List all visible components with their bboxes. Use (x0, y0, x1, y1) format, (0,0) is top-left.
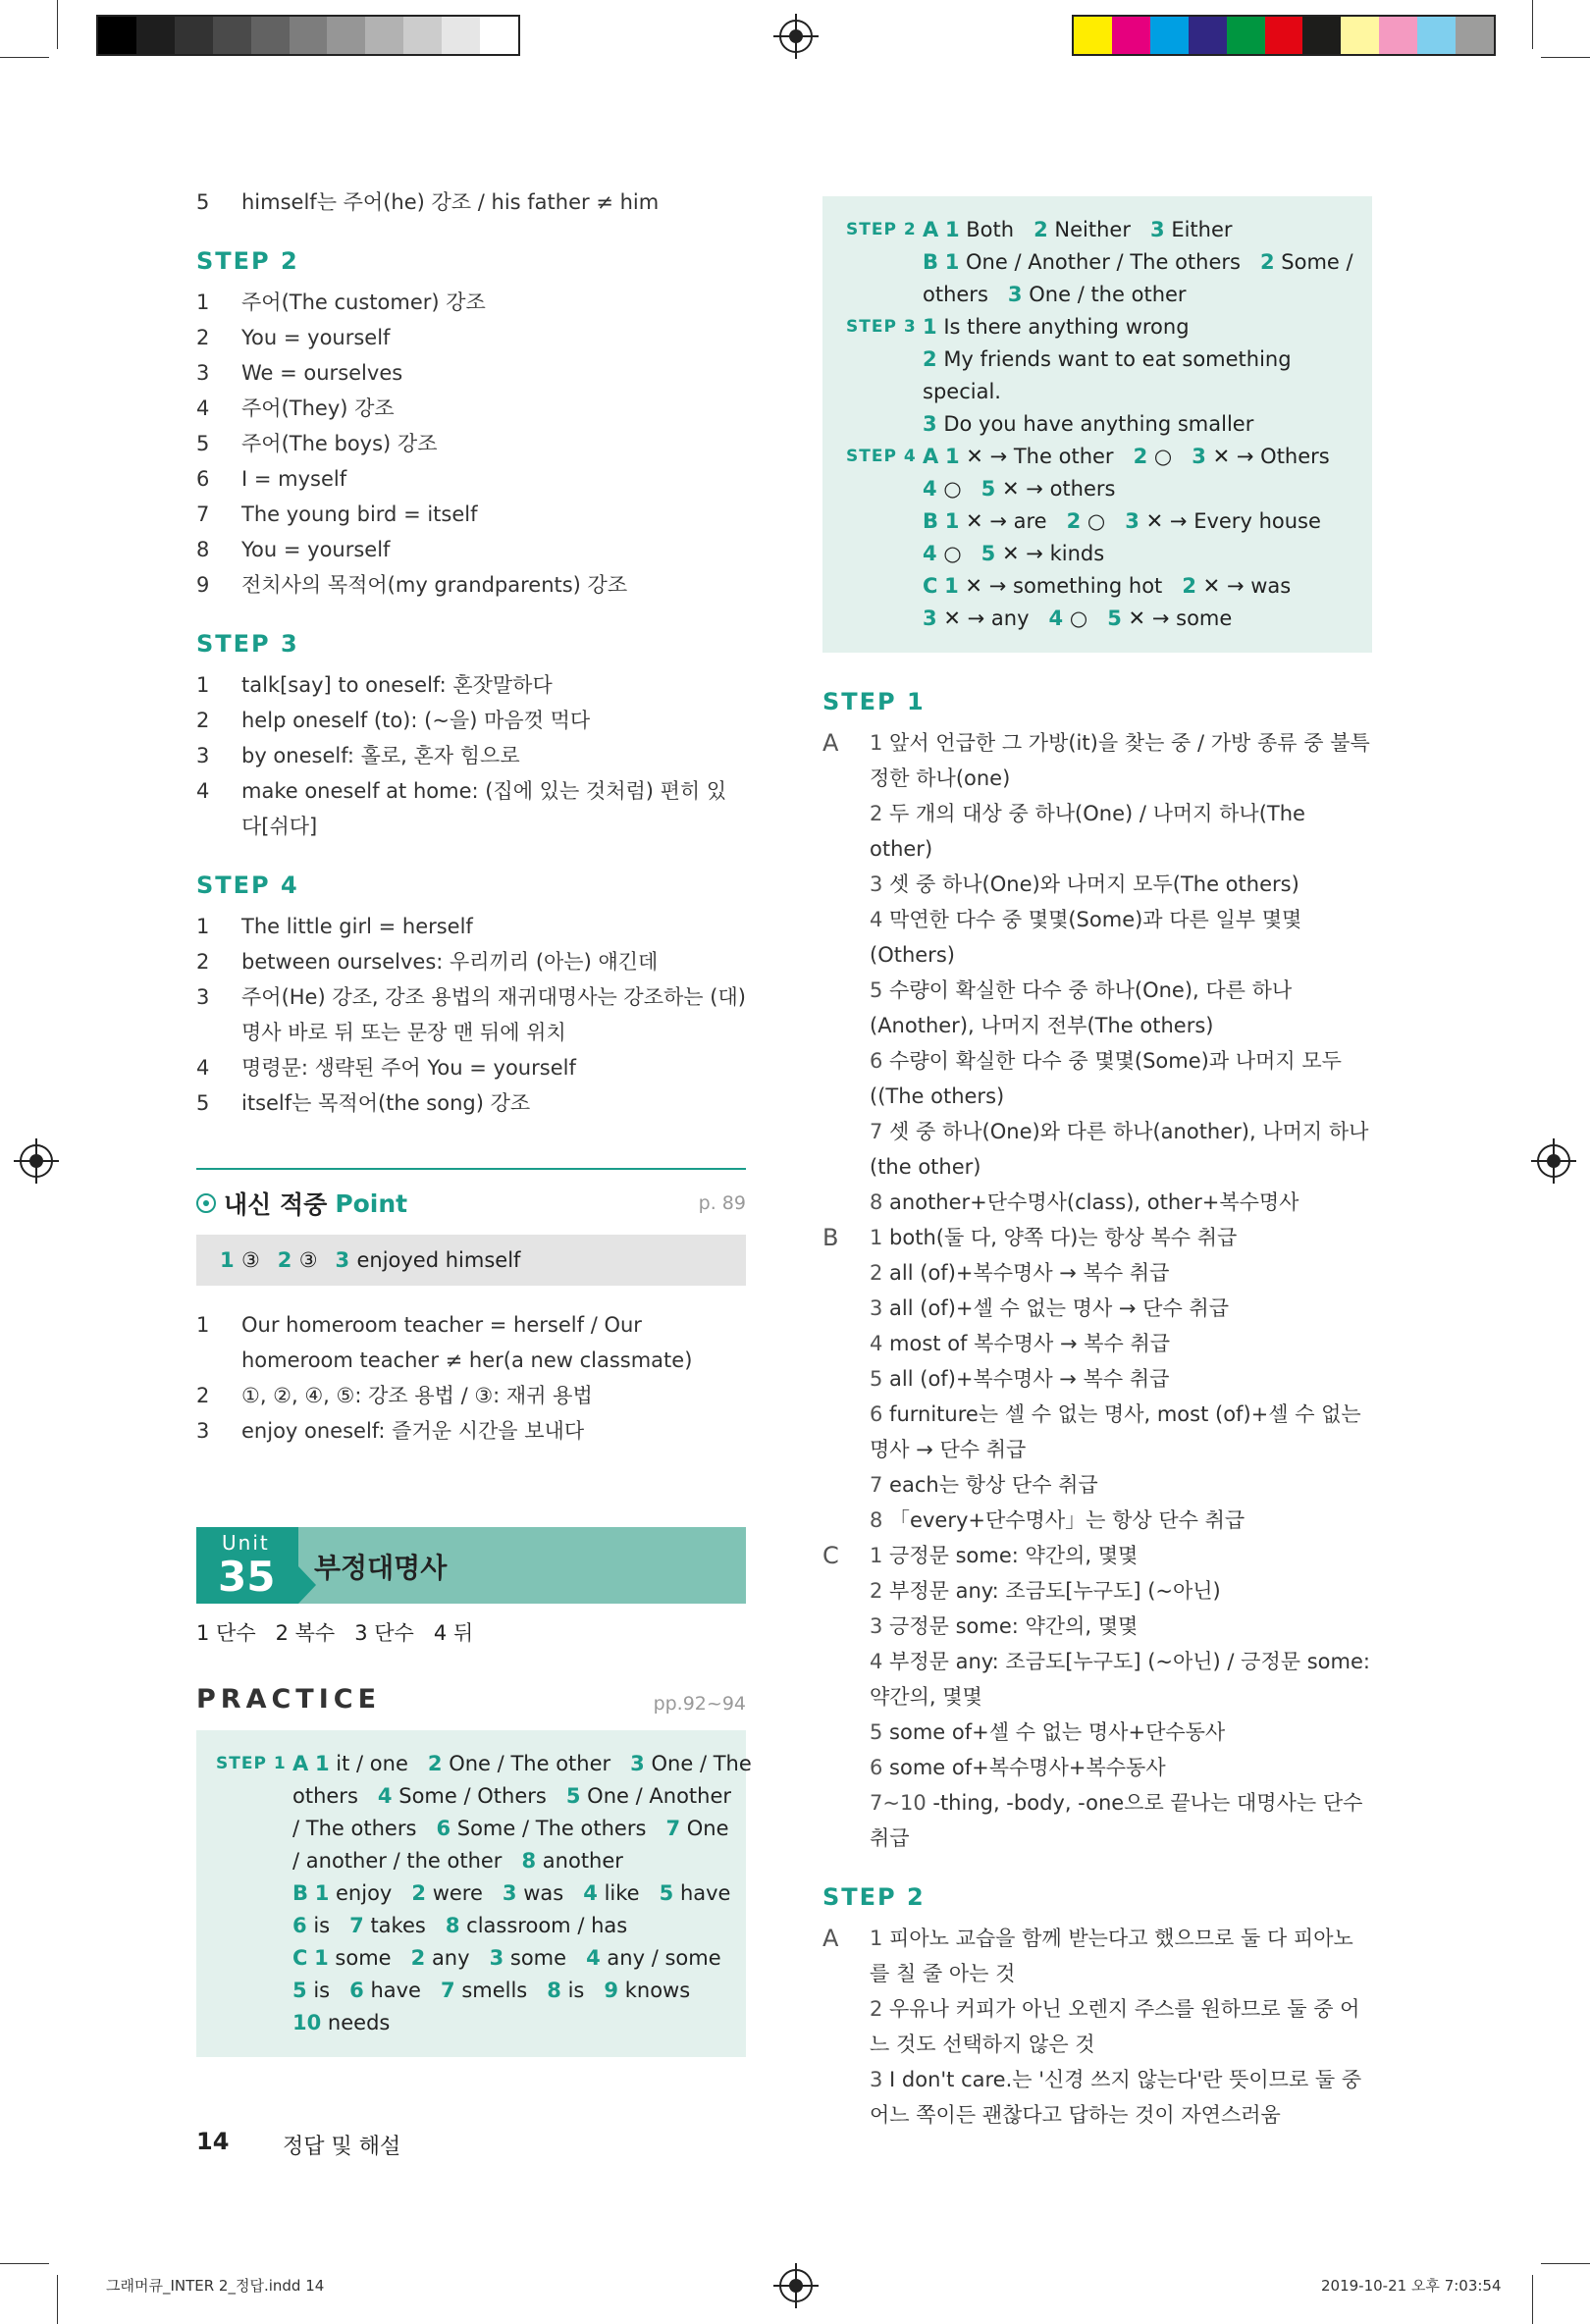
explanation-item: 2 두 개의 대상 중 하나(One) / 나머지 하나(The other) (870, 802, 1305, 861)
step3-list (196, 667, 746, 844)
point-answer: 2 ③ (277, 1248, 318, 1272)
crop-mark (0, 2263, 49, 2264)
answer-text: 3 Do you have anything smaller (923, 412, 1254, 436)
right-step2-groups (822, 1921, 1372, 2133)
crop-mark (57, 0, 58, 49)
item-number: 5 (196, 1091, 210, 1115)
target-icon (196, 1193, 216, 1213)
answer-group (822, 1220, 1372, 1538)
crop-mark (1541, 57, 1590, 58)
item-text: 주어(The customer) 강조 (241, 290, 486, 314)
item-number: 4 (196, 1056, 210, 1080)
crop-mark (57, 2275, 58, 2324)
answer-group (822, 725, 1372, 1220)
unit-label: Unit (222, 1531, 270, 1555)
explanation-item: 2 부정문 any: 조금도[누구도] (~아닌) (870, 1579, 1221, 1603)
color-swatch (1265, 17, 1303, 54)
answer-row (846, 343, 1349, 376)
item-text: enjoy oneself: 즐거운 시간을 보내다 (241, 1419, 585, 1443)
color-swatch (1074, 17, 1112, 54)
item-number: 9 (196, 573, 210, 597)
group-letter: C (822, 1542, 839, 1569)
item-number: 5 (196, 432, 210, 455)
explanation-item: 4 most of 복수명사 → 복수 취급 (870, 1332, 1171, 1355)
gray-swatch (403, 17, 442, 54)
answer-step-label (846, 603, 923, 635)
answer-group (822, 1921, 1372, 2133)
answer-row (846, 603, 1349, 635)
point-title-en: Point (335, 1188, 408, 1218)
list-item (196, 320, 746, 355)
right-column (822, 196, 1372, 2133)
registration-mark-left (20, 1144, 53, 1178)
registration-mark-bottom (779, 2269, 813, 2302)
item-number: 3 (196, 1419, 210, 1443)
explanation-item: 7 셋 중 하나(One)와 다른 하나(another), 나머지 하나(the other) (870, 1120, 1369, 1179)
list-item (196, 285, 746, 320)
gray-swatch-strip (96, 15, 520, 56)
answer-text: others 3 One / the other (923, 283, 1187, 306)
item-text: The little girl = herself (241, 915, 473, 938)
crop-mark (0, 57, 49, 58)
step2-list (196, 285, 746, 603)
item-text: between ourselves: 우리끼리 (아는) 얘긴데 (241, 950, 659, 974)
list-item (196, 567, 746, 603)
item-number: 4 (196, 779, 210, 803)
list-item (196, 1413, 746, 1449)
answer-step-label (846, 279, 923, 311)
list-item (196, 738, 746, 773)
explanation-item: 7~10 -thing, -body, -one으로 끝나는 대명사는 단수 취급 (870, 1791, 1363, 1850)
explanation-item: 8 another+단수명사(class), other+복수명사 (870, 1190, 1299, 1214)
explanation-item: 4 부정문 any: 조금도[누구도] (~아닌) / 긍정문 some: 약간의, 몇몇 (870, 1650, 1370, 1709)
crop-mark (1532, 0, 1533, 49)
explanation-item: 2 우유나 커피가 아닌 오렌지 주스를 원하므로 둘 중 어느 것도 선택하지 않은 것 (870, 1997, 1360, 2056)
crop-mark (1541, 2263, 1590, 2264)
practice-line: C 1 some 2 any 3 some 4 any / some (292, 1946, 721, 1970)
item-number: 3 (196, 744, 210, 767)
explanation-item: 6 furniture는 셀 수 없는 명사, most (of)+셀 수 없는 명사 → 단수 취급 (870, 1402, 1361, 1461)
gray-swatch (290, 17, 328, 54)
point-answer: 3 enjoyed himself (335, 1248, 521, 1272)
item-text: 전치사의 목적어(my grandparents) 강조 (241, 573, 628, 597)
answer-row (846, 246, 1353, 279)
list-item (196, 355, 746, 391)
right-step1-groups (822, 725, 1372, 1856)
explanation-item: 2 all (of)+복수명사 → 복수 취급 (870, 1261, 1170, 1285)
slug-file: 그래머큐_INTER 2_정답.indd 14 (106, 2277, 325, 2295)
answer-step-label (846, 246, 923, 279)
list-item (196, 909, 746, 944)
explanation-item: 3 I don't care.는 '신경 쓰지 않는다'란 뜻이므로 둘 중 어느 쪽이든 괜찮다고 답하는 것이 자연스러움 (870, 2068, 1362, 2127)
step2-title: STEP 2 (196, 247, 299, 275)
item-text: I = myself (241, 467, 347, 491)
item-text: help oneself (to): (~을) 마음껏 먹다 (241, 709, 591, 732)
practice-line: 6 is 7 takes 8 classroom / has (292, 1914, 628, 1937)
gray-swatch (175, 17, 213, 54)
practice-line: B 1 enjoy 2 were 3 was 4 like 5 have (292, 1881, 731, 1905)
unit-number: 35 (218, 1553, 276, 1601)
practice-answer-box (196, 1730, 752, 2057)
color-swatch (1456, 17, 1494, 54)
practice-lines (292, 1748, 752, 2039)
gray-swatch (136, 17, 175, 54)
explanation-item: 5 some of+셀 수 없는 명사+단수동사 (870, 1720, 1226, 1744)
item-number: 6 (196, 467, 210, 491)
color-swatch (1112, 17, 1150, 54)
answer-text: B 1 ✕ → are 2 ○ 3 ✕ → Every house (923, 509, 1321, 533)
item-text: Our homeroom teacher = herself / Our homeroom teacher ≠ her(a new classmate) (241, 1313, 693, 1372)
color-swatch-strip (1072, 15, 1496, 56)
answer-text: B 1 One / Another / The others 2 Some / (923, 250, 1353, 274)
explanation-item: 3 셋 중 하나(One)와 나머지 모두(The others) (870, 872, 1299, 896)
color-swatch (1302, 17, 1341, 54)
crop-mark (1532, 2275, 1533, 2324)
unit-banner (196, 1527, 746, 1604)
practice-line: A 1 it / one 2 One / The other 3 One / The (292, 1752, 752, 1775)
item-number: 1 (196, 673, 210, 697)
color-swatch (1341, 17, 1379, 54)
answer-group (822, 1538, 1372, 1856)
practice-line: / another / the other 8 another (292, 1849, 623, 1873)
list-item (196, 703, 746, 738)
unit-answer: 4 뒤 (433, 1621, 474, 1645)
answer-text: special. (923, 380, 1001, 403)
explanation-item: 8 「every+단수명사」는 항상 단수 취급 (870, 1508, 1246, 1532)
item-number: 2 (196, 1384, 210, 1407)
answer-text: 1 Is there anything wrong (923, 315, 1190, 339)
item-text: make oneself at home: (집에 있는 것처럼) 편히 있다[쉬다] (241, 779, 727, 838)
answer-text: A 1 ✕ → The other 2 ○ 3 ✕ → Others (923, 445, 1330, 468)
unit-answer: 2 복수 (275, 1621, 336, 1645)
list-item (196, 944, 746, 979)
unit-answer: 1 단수 (196, 1621, 256, 1645)
step4-title: STEP 4 (196, 872, 299, 899)
explanation-item: 4 막연한 다수 중 몇몇(Some)과 다른 일부 몇몇(Others) (870, 908, 1302, 967)
item-number: 7 (196, 502, 210, 526)
registration-mark-right (1537, 1144, 1570, 1178)
list-item (196, 1307, 746, 1378)
practice-header (196, 1684, 746, 1715)
item-text: ①, ②, ④, ⑤: 강조 용법 / ③: 재귀 용법 (241, 1384, 593, 1407)
answer-step-label: STEP 3 (846, 317, 917, 337)
answer-step-label (846, 505, 923, 538)
explanation-item: 6 수량이 확실한 다수 중 몇몇(Some)과 나머지 모두((The others) (870, 1049, 1342, 1108)
gray-swatch (442, 17, 480, 54)
answer-row (846, 311, 1349, 343)
group-letter: A (822, 729, 839, 757)
explanation-item: 1 앞서 언급한 그 가방(it)을 찾는 중 / 가방 종류 중 불특정한 하나(one) (870, 731, 1370, 790)
answer-row (846, 441, 1349, 473)
unit-answer: 3 단수 (354, 1621, 414, 1645)
list-item (196, 426, 746, 461)
gray-swatch (327, 17, 365, 54)
list-item (196, 1050, 746, 1085)
gray-swatch (480, 17, 518, 54)
right-step2-title: STEP 2 (822, 1883, 926, 1911)
item-text: You = yourself (241, 538, 391, 561)
answer-text: A 1 Both 2 Neither 3 Either (923, 218, 1233, 241)
item-number: 2 (196, 326, 210, 349)
item-text: You = yourself (241, 326, 391, 349)
answer-row (846, 408, 1349, 441)
list-item (196, 391, 746, 426)
registration-mark-top (779, 20, 813, 53)
explanation-item: 5 수량이 확실한 다수 중 하나(One), 다른 하나(Another), 나머지 전부(The others) (870, 978, 1293, 1037)
list-item (196, 532, 746, 567)
list-item (196, 667, 746, 703)
unit-answers (196, 1617, 746, 1647)
answer-step-label: STEP 4 (846, 447, 917, 466)
item-text: 주어(They) 강조 (241, 396, 395, 420)
list-item (196, 461, 746, 497)
item-number: 1 (196, 290, 210, 314)
page-number: 14 (196, 2128, 230, 2155)
step4-list (196, 909, 746, 1121)
point-answer: 1 ③ (220, 1248, 260, 1272)
explanation-item: 7 each는 항상 단수 취급 (870, 1473, 1098, 1497)
slug-date: 2019-10-21 오후 7:03:54 (1321, 2277, 1502, 2295)
practice-pages: pp.92~94 (653, 1693, 746, 1715)
practice-step1-label: STEP 1 (216, 1754, 287, 1773)
practice-line: / The others 6 Some / The others 7 One (292, 1817, 729, 1840)
list-item (196, 1085, 746, 1121)
top-item: 5 himself는 주어(he) 강조 / his father ≠ him (196, 190, 660, 214)
item-text: by oneself: 홀로, 혼자 힘으로 (241, 744, 520, 767)
answer-step-label (846, 538, 923, 570)
list-item (196, 979, 746, 1050)
explanation-item: 1 both(둘 다, 양쪽 다)는 항상 복수 취급 (870, 1226, 1238, 1249)
item-number: 2 (196, 950, 210, 974)
list-item (196, 1378, 746, 1413)
footer-label: 정답 및 해설 (283, 2135, 401, 2159)
explanation-item: 3 긍정문 some: 약간의, 몇몇 (870, 1614, 1139, 1638)
answer-step-label (846, 408, 923, 441)
point-page-ref: p. 89 (698, 1192, 746, 1214)
explanation-item: 6 some of+복수명사+복수동사 (870, 1756, 1166, 1779)
point-list (196, 1307, 746, 1449)
practice-title: PRACTICE (196, 1684, 382, 1715)
left-column (196, 185, 752, 2057)
item-number: 3 (196, 985, 210, 1009)
item-number: 1 (196, 1313, 210, 1337)
item-text: 명령문: 생략된 주어 You = yourself (241, 1056, 576, 1080)
answer-text: C 1 ✕ → something hot 2 ✕ → was (923, 574, 1292, 598)
item-text: 주어(He) 강조, 강조 용법의 재귀대명사는 강조하는 (대)명사 바로 뒤 또는 문장 맨 뒤에 위치 (241, 985, 746, 1044)
explanation-item: 5 all (of)+복수명사 → 복수 취급 (870, 1367, 1170, 1391)
answer-step-label (846, 343, 923, 376)
item-number: 4 (196, 396, 210, 420)
list-item (196, 497, 746, 532)
answer-text: 4 ○ 5 ✕ → kinds (923, 542, 1105, 565)
item-text: The young bird = itself (241, 502, 478, 526)
answer-step-label: STEP 2 (846, 220, 917, 239)
practice-line: 5 is 6 have 7 smells 8 is 9 knows (292, 1979, 691, 2002)
list-item (196, 773, 746, 844)
answer-row (846, 214, 1349, 246)
gray-swatch (365, 17, 403, 54)
color-swatch (1227, 17, 1265, 54)
practice-line: 10 needs (292, 2011, 391, 2034)
item-number: 1 (196, 915, 210, 938)
answer-row (846, 538, 1349, 570)
answer-row (846, 376, 1349, 408)
gray-swatch (213, 17, 251, 54)
answer-step-label (846, 570, 923, 603)
answer-text: 3 ✕ → any 4 ○ 5 ✕ → some (923, 607, 1233, 630)
color-swatch (1379, 17, 1417, 54)
group-letter: B (822, 1224, 839, 1251)
item-number: 8 (196, 538, 210, 561)
answer-step-label (846, 473, 923, 505)
color-swatch (1417, 17, 1456, 54)
explanation-item: 3 all (of)+셀 수 없는 명사 → 단수 취급 (870, 1296, 1229, 1320)
answer-row (846, 570, 1349, 603)
point-answer-box (196, 1235, 746, 1286)
gray-swatch (251, 17, 290, 54)
item-text: talk[say] to oneself: 혼잣말하다 (241, 673, 553, 697)
step-answer-box (822, 196, 1372, 653)
group-letter: A (822, 1925, 839, 1952)
color-swatch (1189, 17, 1227, 54)
answer-text: 2 My friends want to eat something (923, 347, 1292, 371)
item-text: 주어(The boys) 강조 (241, 432, 438, 455)
explanation-item: 1 긍정문 some: 약간의, 몇몇 (870, 1544, 1139, 1567)
answer-row (846, 505, 1349, 538)
step3-title: STEP 3 (196, 630, 299, 658)
item-text: itself는 목적어(the song) 강조 (241, 1091, 531, 1115)
answer-row (846, 279, 1349, 311)
item-number: 3 (196, 361, 210, 385)
answer-text: 4 ○ 5 ✕ → others (923, 477, 1116, 501)
answer-row (846, 473, 1349, 505)
answer-step-label (846, 376, 923, 408)
point-header (196, 1168, 746, 1221)
right-step1-title: STEP 1 (822, 688, 926, 715)
explanation-item: 1 피아노 교습을 함께 받는다고 했으므로 둘 다 피아노를 칠 줄 아는 것 (870, 1927, 1353, 1985)
point-title-ko: 내신 적중 (224, 1190, 328, 1219)
item-text: We = ourselves (241, 361, 403, 385)
gray-swatch (98, 17, 136, 54)
color-swatch (1150, 17, 1189, 54)
practice-line: others 4 Some / Others 5 One / Another (292, 1784, 732, 1808)
unit-title: 부정대명사 (314, 1552, 448, 1584)
item-number: 2 (196, 709, 210, 732)
